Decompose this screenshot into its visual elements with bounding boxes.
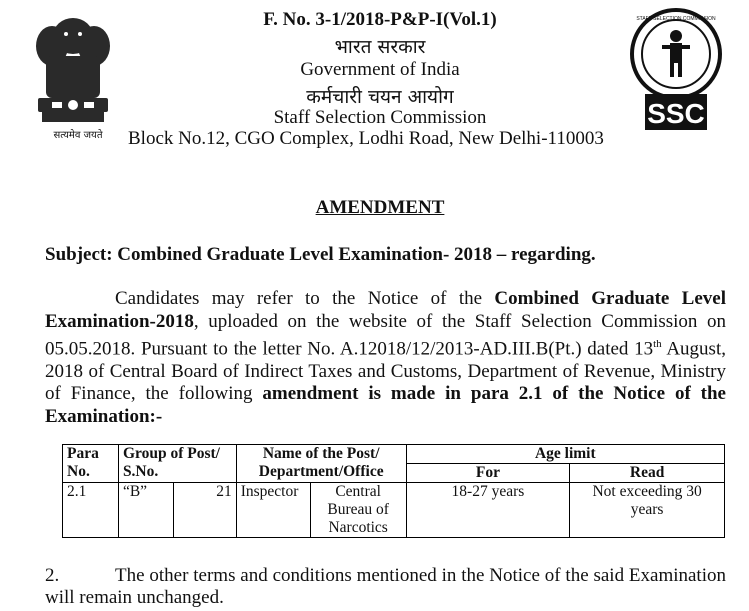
cell-sno: 21 xyxy=(173,483,236,538)
commission-name: Staff Selection Commission xyxy=(273,107,487,128)
cell-for: 18-27 years xyxy=(406,483,570,538)
cell-post: Inspector xyxy=(236,483,310,538)
ssc-logo-icon xyxy=(627,6,725,136)
hindi-government: भारत सरकार xyxy=(334,36,426,58)
cell-read: Not exceeding 30 years xyxy=(570,483,725,538)
amendment-table xyxy=(62,444,725,538)
subject-line: Subject: Combined Graduate Level Examination- 2018 – regarding. xyxy=(45,244,596,265)
header-post-name: Name of the Post/ Department/Office xyxy=(236,445,406,483)
logo-ring-text: STAFF SELECTION COMMISSION xyxy=(636,16,716,22)
logo-text: SSC xyxy=(647,98,705,129)
header-for: For xyxy=(406,464,570,483)
paragraph-2: 2. The other terms and conditions mentioned in the Notice of the said Examination will remain unchanged. xyxy=(45,565,726,608)
emblem-motto: सत्यमेव जयते xyxy=(53,130,103,141)
table-row xyxy=(63,483,725,538)
header-age-limit: Age limit xyxy=(406,445,724,464)
hindi-commission: कर्मचारी चयन आयोग xyxy=(306,86,454,108)
national-emblem-icon xyxy=(22,6,124,141)
paragraph-1: Candidates may refer to the Notice of the Combined Graduate Level Examination-2018, uploaded on the website of the Staff Selection Commission on 05.05.2018. Pursuant to the letter No. A.12018/12/2013-AD.III.B(Pt.) dated 13th August, 2018 of Central Board of Indirect Taxes and Customs, Department of Revenue, Ministry of Finance, the following amendment is made in para 2.1 of the Notice of the Examination:- xyxy=(45,288,726,427)
page-title: AMENDMENT xyxy=(315,197,445,218)
cell-group: “B” xyxy=(118,483,173,538)
office-address: Block No.12, CGO Complex, Lodhi Road, New Delhi-110003 xyxy=(128,128,604,149)
cell-para: 2.1 xyxy=(63,483,119,538)
file-number: F. No. 3-1/2018-P&P-I(Vol.1) xyxy=(263,9,497,30)
cell-dept: Central Bureau of Narcotics xyxy=(310,483,406,538)
header-read: Read xyxy=(570,464,725,483)
government-of-india: Government of India xyxy=(300,59,460,80)
header-para: Para No. xyxy=(63,445,119,483)
header-group: Group of Post/ S.No. xyxy=(118,445,236,483)
